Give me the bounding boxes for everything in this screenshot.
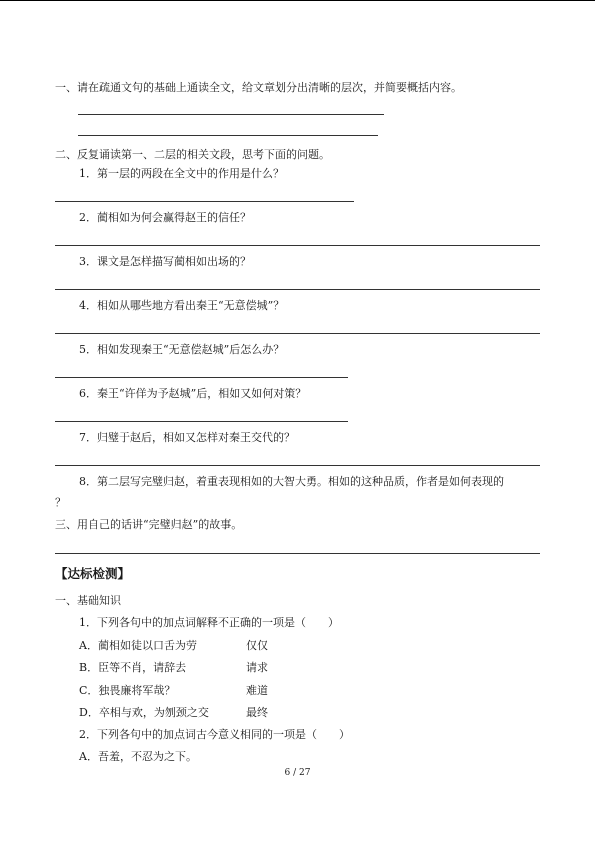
question-3: 3．课文是怎样描写蔺相如出场的？ bbox=[79, 255, 251, 268]
mcq-1-option-a: A．蔺相如徒以口舌为劳 bbox=[79, 639, 197, 652]
question-7: 7．归璧于赵后，相如又怎样对秦王交代的？ bbox=[79, 431, 295, 444]
answer-line[interactable] bbox=[55, 333, 540, 334]
question-5: 5．相如发现秦王“无意偿赵城”后怎么办？ bbox=[79, 343, 285, 356]
mcq-2: 2．下列各句中的加点词古今意义相同的一项是（ ） bbox=[79, 728, 350, 741]
mcq-1-option-b: B．臣等不肖，请辞去 bbox=[79, 661, 187, 674]
answer-line[interactable] bbox=[55, 289, 540, 290]
answer-line[interactable] bbox=[55, 421, 348, 422]
answer-line[interactable] bbox=[55, 377, 348, 378]
page-top-rule bbox=[0, 0, 595, 1]
section-2-title: 二、反复诵读第一、二层的相关文段，思考下面的问题。 bbox=[55, 148, 330, 161]
question-8-tail: ？ bbox=[55, 496, 66, 509]
answer-line[interactable] bbox=[55, 553, 540, 554]
part-1-title: 一、基础知识 bbox=[55, 594, 121, 607]
section-1-title: 一、请在疏通文句的基础上通读全文，给文章划分出清晰的层次，并简要概括内容。 bbox=[55, 81, 462, 94]
answer-line[interactable] bbox=[55, 465, 540, 466]
section-3-title: 三、用自己的话讲“完璧归赵”的故事。 bbox=[55, 518, 243, 531]
answer-line[interactable] bbox=[78, 135, 378, 136]
mcq-1-option-a-gloss: 仅仅 bbox=[246, 639, 268, 652]
question-8: 8．第二层写完璧归赵，着重表现相如的大智大勇。相如的这种品质，作者是如何表现的 bbox=[79, 475, 504, 488]
mcq-1-option-d-gloss: 最终 bbox=[246, 706, 268, 719]
question-6: 6．秦王“许佯为予赵城”后，相如又如何对策？ bbox=[79, 387, 307, 400]
check-heading: 【达标检测】 bbox=[55, 566, 131, 581]
question-1: 1．第一层的两段在全文中的作用是什么？ bbox=[79, 167, 284, 180]
question-4: 4．相如从哪些地方看出秦王“无意偿城”？ bbox=[79, 299, 285, 312]
mcq-1-option-d: D．卒相与欢，为刎颈之交 bbox=[79, 706, 209, 719]
mcq-1-option-b-gloss: 请求 bbox=[246, 661, 268, 674]
answer-line[interactable] bbox=[78, 114, 384, 115]
mcq-1-option-c: C．独畏廉将军哉？ bbox=[79, 684, 176, 697]
mcq-2-option-a: A．吾羞，不忍为之下。 bbox=[79, 750, 197, 763]
mcq-1-option-c-gloss: 难道 bbox=[246, 684, 268, 697]
question-2: 2．蔺相如为何会赢得赵王的信任？ bbox=[79, 211, 251, 224]
answer-line[interactable] bbox=[55, 201, 354, 202]
answer-line[interactable] bbox=[55, 245, 540, 246]
page-number: 6 / 27 bbox=[284, 768, 311, 778]
mcq-1: 1．下列各句中的加点词解释不正确的一项是（ ） bbox=[79, 616, 339, 629]
